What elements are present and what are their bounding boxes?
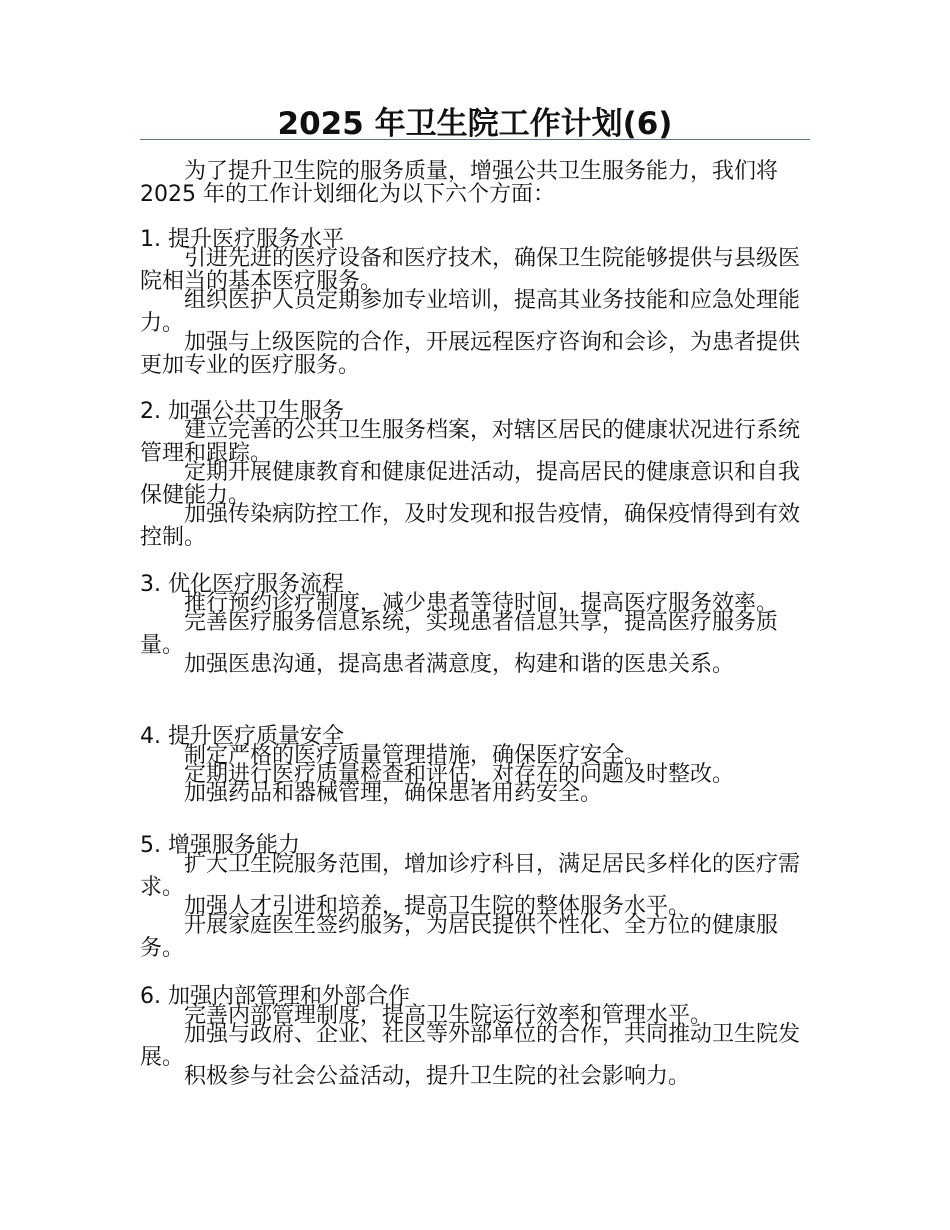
section-heading: 4. 提升医疗质量安全 [140, 724, 344, 749]
section-item: 加强与政府、企业、社区等外部单位的合作，共同推动卫生院发展。 [140, 1022, 801, 1070]
section-item: 加强传染病防控工作，及时发现和报告疫情，确保疫情得到有效控制。 [140, 502, 801, 550]
section-4 [140, 725, 800, 805]
section-item: 完善医疗服务信息系统，实现患者信息共享，提高医疗服务质量。 [140, 610, 779, 658]
section-heading: 6. 加强内部管理和外部合作 [140, 984, 410, 1009]
section-item: 加强人才引进和培养，提高卫生院的整体服务水平。 [184, 894, 691, 919]
section-item: 完善内部管理制度，提高卫生院运行效率和管理水平。 [184, 1003, 713, 1028]
section-item: 扩大卫生院服务范围，增加诊疗科目，满足居民多样化的医疗需求。 [140, 852, 801, 900]
section-item: 加强医患沟通，提高患者满意度，构建和谐的医患关系。 [184, 652, 735, 677]
section-item: 定期开展健康教育和健康促进活动，提高居民的健康意识和自我保健能力。 [140, 460, 801, 508]
section-item: 引进先进的医疗设备和医疗技术，确保卫生院能够提供与县级医院相当的基本医疗服务。 [140, 246, 801, 294]
title-underline [140, 139, 810, 140]
section-item: 组织医护人员定期参加专业培训，提高其业务技能和应急处理能力。 [140, 288, 801, 336]
section-item: 定期进行医疗质量检查和评估，对存在的问题及时整改。 [184, 762, 735, 787]
section-item: 积极参与社会公益活动，提升卫生院的社会影响力。 [184, 1064, 691, 1089]
section-item: 建立完善的公共卫生服务档案，对辖区居民的健康状况进行系统管理和跟踪。 [140, 418, 801, 466]
section-1 [140, 228, 800, 377]
section-item: 制定严格的医疗质量管理措施，确保医疗安全。 [184, 743, 647, 768]
section-5 [140, 834, 800, 960]
section-item: 推行预约诊疗制度，减少患者等待时间，提高医疗服务效率。 [184, 591, 779, 616]
section-item: 加强与上级医院的合作，开展远程医疗咨询和会诊，为患者提供更加专业的医疗服务。 [140, 330, 801, 378]
section-heading: 2. 加强公共卫生服务 [140, 399, 344, 424]
section-item: 开展家庭医生签约服务，为居民提供个性化、全方位的健康服务。 [140, 913, 779, 961]
section-3 [140, 573, 800, 676]
section-2 [140, 400, 800, 549]
section-heading: 3. 优化医疗服务流程 [140, 572, 344, 597]
section-item: 加强药品和器械管理，确保患者用药安全。 [184, 781, 603, 806]
section-heading: 5. 增强服务能力 [140, 833, 300, 858]
section-heading: 1. 提升医疗服务水平 [140, 227, 344, 252]
intro-paragraph: 为了提升卫生院的服务质量，增强公共卫生服务能力，我们将 2025 年的工作计划细化为以下六个方面： [140, 159, 779, 207]
section-6 [140, 985, 800, 1088]
document-title: 2025 年卫生院工作计划(6) [277, 106, 673, 142]
